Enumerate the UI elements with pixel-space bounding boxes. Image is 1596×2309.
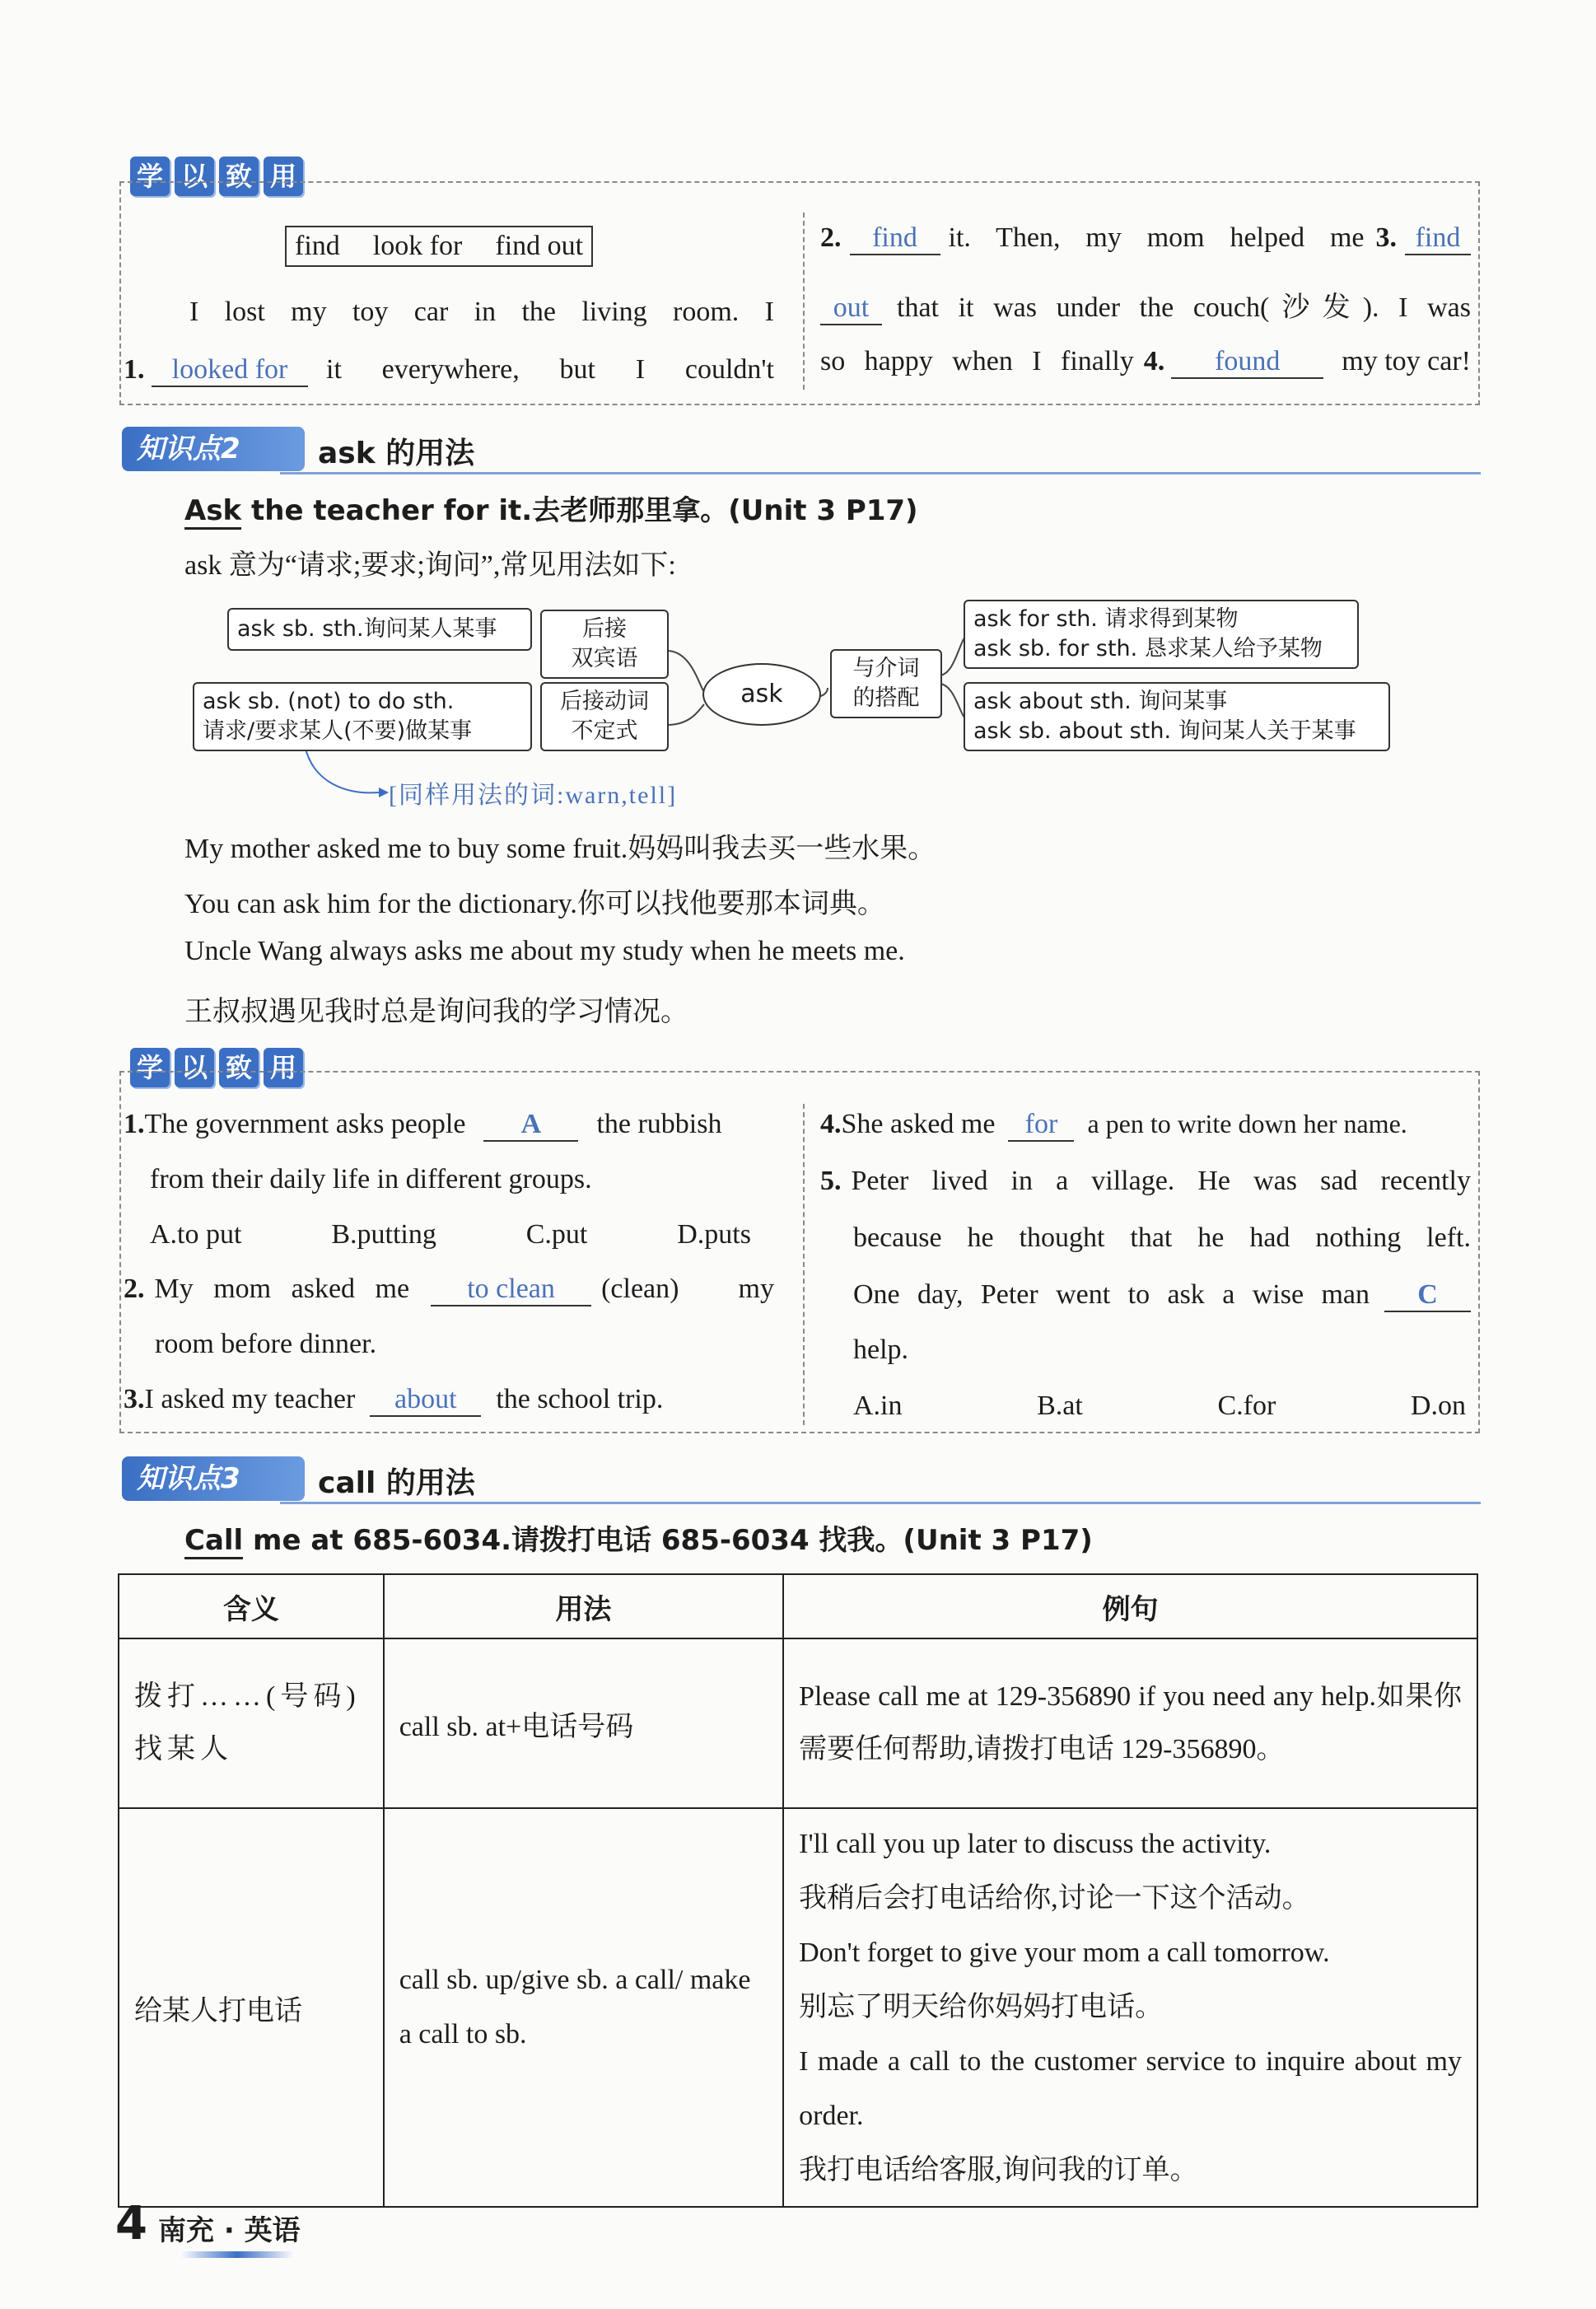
table-header: 例句: [783, 1574, 1477, 1638]
badge-char: 以: [175, 1048, 214, 1087]
word-option: find out: [495, 231, 584, 261]
question-text: The government asks people: [144, 1109, 466, 1139]
key-sentence-en: me at 685-6034.: [243, 1524, 512, 1557]
question-text: a pen to write down her name.: [1087, 1109, 1407, 1138]
question-4: [820, 1109, 1475, 1142]
diagram-line: ask sb. about sth. 询问某人关于某事: [973, 718, 1356, 744]
passage-text: that it was under the couch(沙发). I was: [897, 292, 1471, 323]
question-number: 1.: [124, 1109, 145, 1139]
example-sentence: 王叔叔遇见我时总是询问我的学习情况。: [184, 997, 688, 1027]
question-number: 4.: [820, 1109, 842, 1139]
column-divider: [803, 1104, 805, 1425]
table-cell-usage: call sb. at+电话号码: [384, 1638, 783, 1808]
table-header: 用法: [384, 1574, 783, 1638]
tag-line: 不定式: [571, 718, 638, 744]
unit-reference: 。(Unit 3 P17): [700, 494, 918, 527]
question-text: the school trip.: [496, 1384, 664, 1414]
option: B.at: [1037, 1391, 1083, 1421]
question-5-options: [853, 1391, 1466, 1422]
table-cell-meaning: 拨打……(号码)找某人: [119, 1638, 384, 1808]
footer-label: 南充 · 英语: [158, 2214, 301, 2247]
question-1-line-2: from their daily life in different groups.: [150, 1164, 592, 1194]
table-row: [119, 1638, 1477, 1808]
answer-4: found: [1171, 346, 1323, 379]
option: A.to put: [150, 1219, 242, 1250]
call-usage-table: [118, 1573, 1478, 2208]
key-word: Ask: [184, 494, 241, 530]
question-5-line-4: help.: [853, 1334, 909, 1365]
ask-intro: ask 意为“请求;要求;询问”,常见用法如下:: [184, 550, 676, 581]
table-header-row: [119, 1574, 1477, 1638]
question-text: Peter lived in a village. He was sad recently: [851, 1166, 1471, 1196]
option: A.in: [853, 1391, 903, 1421]
option: B.putting: [331, 1219, 436, 1250]
badge-char: 学: [130, 157, 170, 196]
example-line: I made a call to the customer service to inquire about my order.: [799, 2046, 1462, 2131]
option: C.for: [1217, 1391, 1276, 1421]
diagram-box-ask-for: [964, 600, 1359, 669]
diagram-line: 请求/要求某人(不要)做某事: [203, 718, 473, 744]
question-text: the rubbish: [596, 1109, 722, 1139]
question-2: [124, 1274, 774, 1306]
question-number: 5.: [820, 1166, 842, 1196]
knowledge-point-title: ask 的用法: [318, 437, 475, 470]
option: D.on: [1410, 1391, 1466, 1421]
question-1: [124, 1109, 774, 1142]
diagram-line: ask about sth. 询问某事: [973, 689, 1228, 714]
question-text: My mom asked me: [154, 1274, 410, 1304]
table-row: [119, 1808, 1477, 2207]
knowledge-point-title: call 的用法: [318, 1466, 475, 1500]
answer-q1: A: [483, 1109, 578, 1142]
question-1-options: [150, 1219, 751, 1250]
knowledge-point-badge: 知识点2: [122, 427, 305, 471]
question-number: 3.: [1375, 222, 1397, 253]
key-sentence-en: the teacher for it.: [241, 494, 533, 527]
example-line: 我打电话给客服,询问我的订单。: [799, 2155, 1198, 2185]
tag-line: 双宾语: [571, 646, 638, 671]
passage-text: it. Then, my mom helped me: [948, 222, 1365, 253]
diagram-box-ask-sb-sth: ask sb. sth.询问某人某事: [227, 608, 532, 651]
diagram-tag-prepositions: [830, 649, 942, 718]
example-line: I'll call you up later to discuss the activity.: [799, 1829, 1272, 1859]
question-number: 2.: [820, 222, 842, 253]
answer-3b: out: [820, 292, 882, 325]
table-cell-usage: call sb. up/give sb. a call/ make a call to sb.: [384, 1808, 783, 2207]
answer-3a: find: [1405, 222, 1471, 255]
diagram-box-ask-sb-to-do: [193, 682, 532, 751]
answer-2: find: [850, 222, 940, 255]
answer-q2: to clean: [431, 1274, 591, 1306]
badge-char: 用: [264, 157, 303, 196]
table-cell-meaning: 给某人打电话: [119, 1808, 384, 2207]
table-cell-examples: [783, 1808, 1477, 2207]
passage-text: my toy car!: [1342, 346, 1471, 376]
question-text: I asked my teacher: [144, 1384, 356, 1414]
badge-char: 致: [219, 1048, 259, 1087]
example-line: 我稍后会打电话给你,讨论一下这个活动。: [799, 1883, 1310, 1914]
tag-line: 与介词: [852, 656, 920, 681]
question-5-line-2: because he thought that he had nothing left.: [853, 1222, 1471, 1253]
tag-line: 后接动词: [560, 689, 649, 714]
answer-q3: about: [370, 1384, 481, 1417]
word-option: look for: [372, 231, 463, 261]
word-option: find: [295, 231, 340, 261]
passage-line-1: I lost my toy car in the living room. I: [189, 297, 774, 327]
question-text: She asked me: [841, 1109, 996, 1139]
passage-text: so happy when I finally: [820, 346, 1134, 376]
key-sentence-cn: 去老师那里拿: [532, 494, 701, 527]
diagram-line: ask for sth. 请求得到某物: [973, 606, 1239, 632]
question-number: 3.: [124, 1384, 145, 1414]
option: D.puts: [677, 1219, 751, 1250]
question-2-line-2: room before dinner.: [155, 1329, 377, 1359]
tag-line: 的搭配: [852, 685, 920, 711]
unit-reference: 。(Unit 3 P17): [875, 1524, 1093, 1557]
question-5-line-3: [853, 1279, 1471, 1312]
badge-char: 用: [264, 1048, 303, 1087]
answer-q5: C: [1384, 1279, 1471, 1312]
diagram-note: [同样用法的词:warn,tell]: [389, 782, 678, 809]
key-sentence-cn: 请拨打电话 685-6034 找我: [511, 1524, 875, 1557]
key-sentence: [184, 1517, 1093, 1558]
question-5: [820, 1166, 1471, 1197]
diagram-box-ask-about: [964, 682, 1390, 751]
table-header: 含义: [119, 1574, 384, 1638]
question-number: 2.: [124, 1274, 145, 1304]
page-number: 4: [115, 2197, 147, 2251]
badge-char: 致: [219, 157, 259, 196]
passage-text: it everywhere, but I couldn't: [326, 354, 774, 385]
answer-1: looked for: [152, 354, 308, 387]
question-3: [124, 1384, 774, 1417]
diagram-tag-double-object: [540, 610, 669, 679]
badge-char: 学: [130, 1048, 170, 1087]
example-sentence: My mother asked me to buy some fruit.妈妈叫我去买一些水果。: [184, 834, 936, 864]
section-rule: [280, 1502, 1481, 1504]
footer-accent: [180, 2251, 295, 2258]
example-line: 别忘了明天给你妈妈打电话。: [799, 1992, 1164, 2022]
example-sentence: Uncle Wang always asks me about my study when he meets me.: [184, 936, 905, 966]
question-number: 4.: [1143, 346, 1165, 376]
example-sentence: You can ask him for the dictionary.你可以找他要那本词典。: [184, 889, 885, 919]
question-number: 1.: [124, 354, 145, 385]
diagram-tag-infinitive: [540, 682, 669, 751]
question-text: One day, Peter went to ask a wise man: [853, 1279, 1370, 1310]
badge-char: 以: [175, 157, 214, 196]
tag-line: 后接: [582, 616, 627, 642]
key-word: Call: [184, 1524, 243, 1559]
example-line: Don't forget to give your mom a call tomorrow.: [799, 1937, 1330, 1968]
diagram-line: ask sb. for sth. 恳求某人给予某物: [973, 636, 1323, 661]
diagram-center-ask: ask: [702, 663, 821, 726]
knowledge-point-badge: 知识点3: [122, 1456, 305, 1501]
question-text: (clean) my: [601, 1274, 774, 1304]
option: C.put: [525, 1219, 588, 1250]
table-cell-example: Please call me at 129-356890 if you need any help.如果你需要任何帮助,请拨打电话 129-356890。: [783, 1638, 1477, 1808]
diagram-line: ask sb. (not) to do sth.: [203, 689, 455, 714]
answer-q4: for: [1008, 1109, 1074, 1142]
